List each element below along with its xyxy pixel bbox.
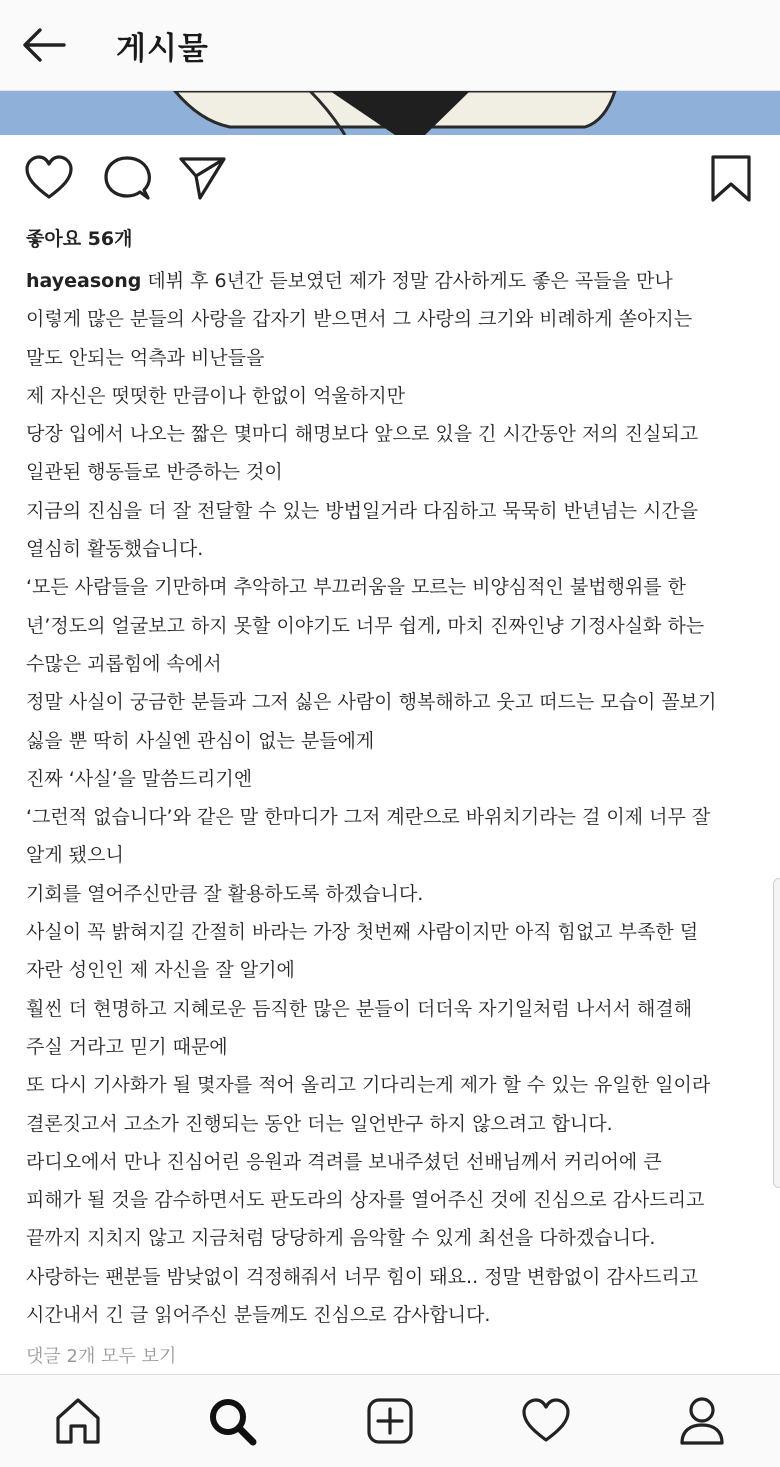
comment-icon xyxy=(102,154,152,202)
caption-line: 자란 성인인 제 자신을 잘 알기에 xyxy=(26,959,295,982)
caption-line: 또 다시 기사화가 될 몇자를 적어 올리고 기다리는게 제가 할 수 있는 유일한 일이라 xyxy=(26,1074,711,1097)
heart-icon xyxy=(521,1397,571,1445)
caption-line: 당장 입에서 나오는 짧은 몇마디 해명보다 앞으로 있을 긴 시간동안 저의 진실되고 xyxy=(26,423,699,446)
arrow-left-icon xyxy=(20,27,68,63)
caption-line: 사랑하는 팬분들 밤낮없이 걱정해줘서 너무 힘이 돼요.. 정말 변함없이 감사드리고 xyxy=(26,1265,699,1288)
post-actions xyxy=(0,150,780,210)
scrollbar[interactable] xyxy=(773,878,780,1188)
caption-line: 끝까지 지치지 않고 지금처럼 당당하게 음악할 수 있게 최선을 다하겠습니다. xyxy=(26,1227,656,1250)
nav-profile[interactable] xyxy=(676,1395,728,1447)
caption-line: 시간내서 긴 글 읽어주신 분들께도 진심으로 감사합니다. xyxy=(26,1304,491,1327)
caption-line: ‘모든 사람들을 기만하며 추악하고 부끄러움을 모르는 비양심적인 불법행위를 한 xyxy=(26,576,687,599)
caption-line: 년’정도의 얼굴보고 하지 못할 이야기도 너무 쉽게, 마치 진짜인냥 기정사실화 하는 xyxy=(26,614,705,637)
nav-new-post[interactable] xyxy=(364,1395,416,1447)
author-username[interactable]: hayeasong xyxy=(26,270,142,292)
back-button[interactable] xyxy=(20,25,70,65)
caption-line: 알게 됐으니 xyxy=(26,844,124,867)
caption-line: 주실 거라고 믿기 때문에 xyxy=(26,1035,228,1058)
search-icon xyxy=(207,1396,257,1446)
person-icon xyxy=(677,1395,727,1447)
bottom-navigation xyxy=(0,1374,780,1467)
home-icon xyxy=(53,1396,103,1446)
nav-activity[interactable] xyxy=(520,1395,572,1447)
post-image[interactable] xyxy=(0,91,780,135)
caption-line: 지금의 진심을 더 잘 전달할 수 있는 방법일거라 다짐하고 묵묵히 반년넘는 시간을 xyxy=(26,499,699,522)
caption-line: 사실이 꼭 밝혀지길 간절히 바라는 가장 첫번째 사람이지만 아직 힘없고 부족한 덜 xyxy=(26,921,699,944)
top-bar xyxy=(0,0,780,91)
like-button[interactable] xyxy=(24,154,74,206)
post-caption xyxy=(26,262,756,1334)
plus-square-icon xyxy=(365,1396,415,1446)
caption-line: 이렇게 많은 분들의 사랑을 갑자기 받으면서 그 사랑의 크기와 비례하게 쏟아지는 xyxy=(26,308,693,331)
share-button[interactable] xyxy=(178,154,228,206)
caption-line: 싫을 뿐 딱히 사실엔 관심이 없는 분들에게 xyxy=(26,729,375,752)
caption-line: 일관된 행동들로 반증하는 것이 xyxy=(26,461,283,484)
heart-icon xyxy=(24,154,74,202)
post-illustration xyxy=(0,91,780,135)
caption-line: 제 자신은 떳떳한 만큼이나 한없이 억울하지만 xyxy=(26,384,405,407)
caption-line: 라디오에서 만나 진심어린 응원과 격려를 보내주셨던 선배님께서 커리어에 큰 xyxy=(26,1150,662,1173)
caption-line: 열심히 활동했습니다. xyxy=(26,538,204,561)
send-icon xyxy=(178,154,228,202)
caption-line: 기회를 열어주신만큼 잘 활용하도록 하겠습니다. xyxy=(26,882,424,905)
caption-line: 진짜 ‘사실’을 말씀드리기엔 xyxy=(26,767,253,790)
bookmark-icon xyxy=(708,154,754,204)
caption-line: ‘그런적 없습니다’와 같은 말 한마디가 그저 계란으로 바위치기라는 걸 이제 너무 잘 xyxy=(26,806,711,829)
save-button[interactable] xyxy=(708,154,754,208)
caption-line: 수많은 괴롭힘에 속에서 xyxy=(26,652,222,675)
caption-line: 결론짓고서 고소가 진행되는 동안 더는 일언반구 하지 않으려고 합니다. xyxy=(26,1112,613,1135)
caption-line: 정말 사실이 궁금한 분들과 그저 싫은 사람이 행복해하고 웃고 떠드는 모습이 꼴보기 xyxy=(26,691,717,714)
caption-line: hayeasong 데뷔 후 6년간 듣보였던 제가 정말 감사하게도 좋은 곡들을 만나 xyxy=(26,270,673,292)
caption-line: 피해가 될 것을 감수하면서도 판도라의 상자를 열어주신 것에 진심으로 감사드리고 xyxy=(26,1189,705,1212)
caption-line: 말도 안되는 억측과 비난들을 xyxy=(26,346,265,369)
page-title: 게시물 xyxy=(116,30,209,67)
comment-button[interactable] xyxy=(102,154,152,206)
nav-search[interactable] xyxy=(206,1395,258,1447)
caption-line: 훨씬 더 현명하고 지혜로운 듬직한 많은 분들이 더더욱 자기일처럼 나서서 해결해 xyxy=(26,997,693,1020)
view-all-comments-link[interactable]: 댓글 2개 모두 보기 xyxy=(26,1346,177,1367)
nav-home[interactable] xyxy=(52,1395,104,1447)
likes-count[interactable]: 좋아요 56개 xyxy=(26,228,133,250)
